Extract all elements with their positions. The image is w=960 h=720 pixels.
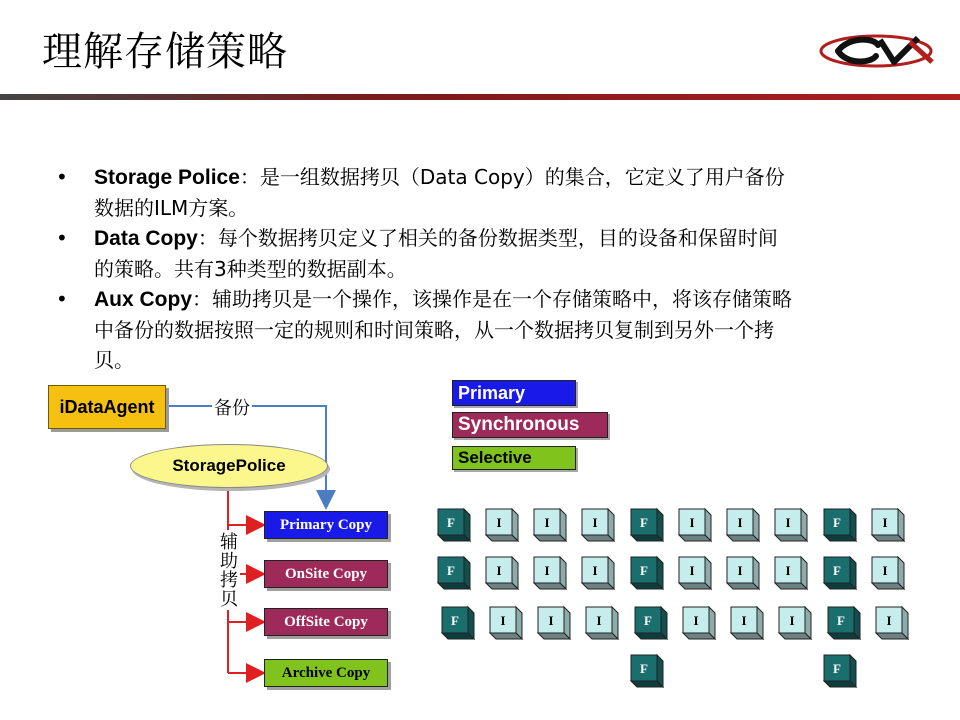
bullet-marker: • (56, 165, 68, 189)
onsite-copy-box: OnSite Copy (264, 560, 388, 588)
cube-letter: I (496, 563, 502, 578)
cube-letter: I (693, 613, 699, 628)
incremental-backup-cube (490, 607, 522, 639)
backup-label: 备份 (212, 394, 252, 420)
cube-letter: I (689, 515, 695, 530)
full-backup-cube (828, 607, 860, 639)
cube-letter: I (496, 515, 502, 530)
storage-police-ellipse: StoragePolice (130, 444, 328, 488)
cube-letter: I (789, 613, 795, 628)
cube-letter: I (544, 515, 550, 530)
incremental-backup-cube (679, 557, 711, 589)
incremental-backup-cube (779, 607, 811, 639)
primary-copy-box: Primary Copy (264, 511, 388, 539)
incremental-backup-cube (683, 607, 715, 639)
cube-letter: I (785, 515, 791, 530)
cube-letter: F (640, 515, 648, 530)
bullet-text: 贝。 (94, 348, 134, 372)
bullet-term: Data Copy (94, 227, 198, 250)
cube-letter: I (741, 613, 747, 628)
legend-selective: Selective (452, 446, 576, 470)
cube-letter: I (785, 563, 791, 578)
cube-letter: F (644, 613, 652, 628)
cube-letter: I (592, 515, 598, 530)
incremental-backup-cube (876, 607, 908, 639)
incremental-backup-cube (538, 607, 570, 639)
bullet-marker: • (56, 287, 68, 311)
bullet-text: 数据的ILM方案。 (94, 196, 249, 220)
incremental-backup-cube (872, 557, 904, 589)
cube-letter: F (451, 613, 459, 628)
cube-letter: F (640, 661, 648, 676)
incremental-backup-cube (679, 509, 711, 541)
slide-title: 理解存储策略 (42, 29, 288, 75)
incremental-backup-cube (586, 607, 618, 639)
cube-letter: I (544, 563, 550, 578)
full-backup-cube (438, 557, 470, 589)
full-backup-cube (824, 655, 856, 687)
cube-letter: F (833, 515, 841, 530)
cube-letter: I (592, 563, 598, 578)
incremental-backup-cube (775, 509, 807, 541)
cube-letter: I (882, 515, 888, 530)
cube-letter: F (837, 613, 845, 628)
cube-letter: I (500, 613, 506, 628)
aux-copy-label: 辅助拷贝 (214, 530, 240, 610)
full-backup-cube (635, 607, 667, 639)
idataagent-box: iDataAgent (48, 385, 166, 429)
full-backup-cube (824, 557, 856, 589)
legend-primary: Primary (452, 380, 576, 406)
bullet-term: Aux Copy (94, 288, 193, 311)
full-backup-cube (438, 509, 470, 541)
full-backup-cube (631, 509, 663, 541)
cube-letter: I (596, 613, 602, 628)
cube-letter: I (882, 563, 888, 578)
cube-letter: F (833, 661, 841, 676)
bullet-separator: ： (197, 226, 218, 250)
full-backup-cube (442, 607, 474, 639)
bullet-marker: • (56, 226, 68, 250)
bullet-text: 是一组数据拷贝（Data Copy）的集合，它定义了用户备份 (259, 165, 785, 189)
cube-letter: F (447, 563, 455, 578)
cube-letter: I (548, 613, 554, 628)
bullet-text: 辅助拷贝是一个操作，该操作是在一个存储策略中，将该存储策略 (212, 287, 793, 311)
incremental-backup-cube (534, 557, 566, 589)
incremental-backup-cube (582, 557, 614, 589)
incremental-backup-cube (534, 509, 566, 541)
cube-letter: F (833, 563, 841, 578)
incremental-backup-cube (727, 557, 759, 589)
bullet-text: 的策略。共有3种类型的数据副本。 (94, 257, 407, 281)
offsite-copy-box: OffSite Copy (264, 608, 388, 636)
cube-letter: F (447, 515, 455, 530)
cube-letter: I (737, 515, 743, 530)
incremental-backup-cube (731, 607, 763, 639)
incremental-backup-cube (582, 509, 614, 541)
incremental-backup-cube (486, 557, 518, 589)
archive-copy-box: Archive Copy (264, 659, 388, 687)
cube-letter: I (689, 563, 695, 578)
full-backup-cube (824, 509, 856, 541)
bullet-separator: ： (192, 287, 213, 311)
bullet-term: Storage Police (94, 166, 240, 189)
full-backup-cube (631, 557, 663, 589)
cube-letter: I (886, 613, 892, 628)
full-backup-cube (631, 655, 663, 687)
cube-letter: I (737, 563, 743, 578)
incremental-backup-cube (486, 509, 518, 541)
incremental-backup-cube (872, 509, 904, 541)
bullet-text: 中备份的数据按照一定的规则和时间策略，从一个数据拷贝复制到另外一个拷 (94, 318, 774, 342)
bullet-separator: ： (239, 165, 260, 189)
bullet-text: 每个数据拷贝定义了相关的备份数据类型，目的设备和保留时间 (217, 226, 778, 250)
incremental-backup-cube (727, 509, 759, 541)
cube-letter: F (640, 563, 648, 578)
incremental-backup-cube (775, 557, 807, 589)
legend-synchronous: Synchronous (452, 412, 608, 438)
